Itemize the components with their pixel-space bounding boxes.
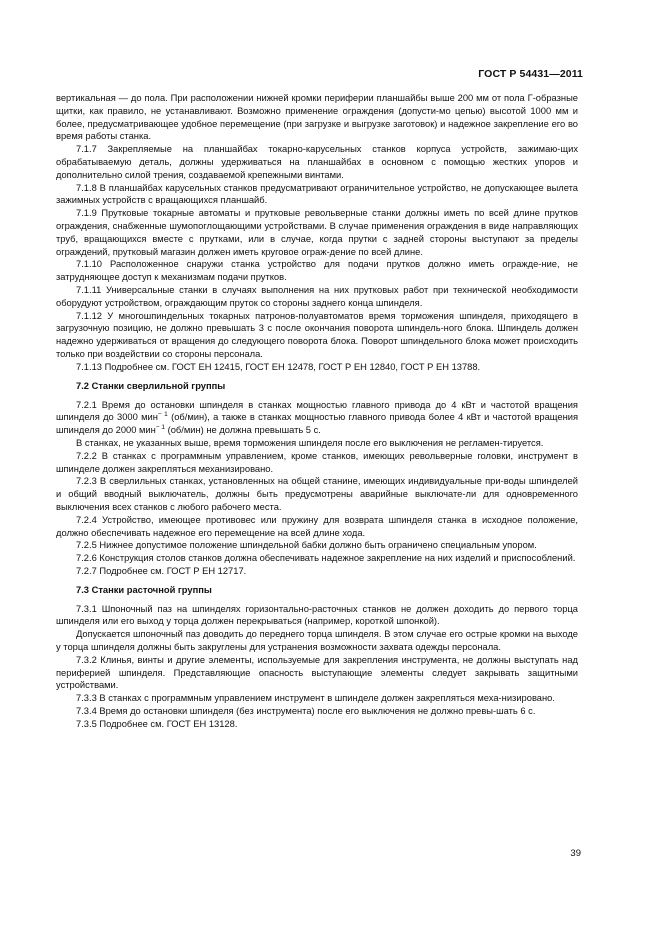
paragraph-7-3-3: 7.3.3 В станках с программным управлением инструмент в шпинделе должен закрепляться меха-низировано. bbox=[76, 693, 555, 704]
paragraph-7-1-10: 7.1.10 Расположенное снаружи станка устройство для подачи прутков должно иметь огражде-ние, не затрудняющее доступ к механизмам подачи прутков. bbox=[56, 259, 578, 283]
section-heading-7-3: 7.3 Станки расточной группы bbox=[76, 584, 212, 595]
paragraph-7-2-6: 7.2.6 Конструкция столов станков должна обеспечивать надежное закрепление на них изделий и приспособлений. bbox=[76, 553, 576, 564]
superscript-minus-one: − 1 bbox=[157, 411, 168, 419]
paragraph-7-1-9: 7.1.9 Прутковые токарные автоматы и прутковые револьверные станки должны иметь по всей длине прутков ограждения, снабженные шумопоглощающими устройствами. В случае применения ограждения в виде направляющих труб, вращающихся вместе с прутками, или в случае, когда прутки с задней стороны выступают за пределы ограждений, прутковый магазин должен иметь круговое ограж-дение по всей длине. bbox=[56, 208, 578, 257]
page-number: 39 bbox=[570, 848, 581, 859]
paragraph-7-3-2: 7.3.2 Клинья, винты и другие элементы, используемые для закрепления инструмента, не должны выступать над периферией шпинделя. Представляющие опасность выступающие элементы следует закрывать защитными устройствами. bbox=[56, 654, 578, 691]
document-header-standard: ГОСТ Р 54431—2011 bbox=[478, 68, 583, 80]
paragraph-7-2-4: 7.2.4 Устройство, имеющее противовес или пружину для возврата шпинделя станка в исходное положение, должно обеспечивать надежное его перемещение на всей длине хода. bbox=[56, 514, 578, 538]
paragraph-7-1-13: 7.1.13 Подробнее см. ГОСТ ЕН 12415, ГОСТ ЕН 12478, ГОСТ Р ЕН 12840, ГОСТ Р ЕН 13788. bbox=[76, 361, 481, 372]
paragraph-7-2-2: 7.2.2 В станках с программным управлением, кроме станков, имеющих револьверные головки, инструмент в шпинделе должен закрепляться механизировано. bbox=[56, 450, 578, 474]
paragraph-7-1-11: 7.1.11 Универсальные станки в случаях выполнения на них прутковых работ при технической необходимости оборудуют устройством, ограждающим пруток со стороны заднего конца шпинделя. bbox=[56, 284, 578, 308]
section-heading-7-2: 7.2 Станки сверлильной группы bbox=[76, 380, 226, 391]
paragraph-7-2-1-part-c: (об/мин) не должна превышать 5 с. bbox=[165, 425, 321, 436]
paragraph-7-1-8: 7.1.8 В планшайбах карусельных станков предусматривают ограничительное устройство, не допускающее вылета зажимных устройств с вращающихся планшайб. bbox=[56, 182, 578, 206]
paragraph-7-3-1: 7.3.1 Шпоночный паз на шпинделях горизонтально-расточных станков не должен доходить до первого торца шпинделя или его выход у торца должен перекрываться (например, короткой шпонкой). bbox=[56, 603, 578, 627]
paragraph-7-2-5: 7.2.5 Нижнее допустимое положение шпиндельной бабки должно быть ограничено специальным упором. bbox=[76, 540, 537, 551]
paragraph-7-1-7: 7.1.7 Закрепляемые на планшайбах токарно-карусельных станков корпуса устройств, зажимаю-щих обрабатываемую деталь, должны удерживаться на планшайбах в основном с помощью жестких упоров и дополнительно силой трения, создаваемой крепежными винтами. bbox=[56, 144, 578, 180]
paragraph-7-2-3: 7.2.3 В сверлильных станках, установленных на общей станине, имеющих индивидуальные при-воды шпинделей и общий вводный выключатель, должны быть предусмотрены аварийные выключате-ли для одновременного выключения всех станков с любого рабочего места. bbox=[56, 476, 578, 512]
paragraph-7-2-1-part-b: (об/мин), а также в станках мощностью главного привода более 4 кВт и частотой вращения шпинделя до 2000 мин bbox=[56, 412, 579, 436]
paragraph-continuation: вертикальная — до пола. При расположении нижней кромки периферии планшайбы выше 200 мм от пола Г-образные щитки, как правило, не устанавливают. Возможно применение ограждения (допусти-мо цепью) высотой 1000 мм и более, предусматривающее удобное перемещение (при загрузке и выгрузке заготовок) и надежное закрепление его во время работы станка. bbox=[56, 93, 578, 142]
paragraph-7-3-4: 7.3.4 Время до остановки шпинделя (без инструмента) после его выключения не должно превы-шать 6 с. bbox=[76, 706, 536, 717]
paragraph-7-2-1 bbox=[56, 399, 578, 437]
superscript-minus-one: − 1 bbox=[155, 424, 166, 432]
paragraph-7-2-1-part-a: 7.2.1 Время до остановки шпинделя в станках мощностью главного привода до 4 кВт и частотой вращения шпинделя до 3000 мин bbox=[56, 399, 578, 423]
paragraph-7-2-7: 7.2.7 Подробнее см. ГОСТ Р ЕН 12717. bbox=[76, 565, 247, 576]
document-body bbox=[56, 92, 578, 731]
paragraph-7-1-12: 7.1.12 У многошпиндельных токарных патронов-полуавтоматов время торможения шпинделя, приходящего в загрузочную позицию, не должно превышать 3 с после окончания поворота шпиндель-ного блока. Шпиндель должен надежно удерживаться от вращения до следующего поворота блока. Поворот шпиндельного блока может происходить только при воздействии со стороны персонала. bbox=[56, 310, 578, 359]
paragraph-7-3-5: 7.3.5 Подробнее см. ГОСТ ЕН 13128. bbox=[76, 718, 238, 729]
paragraph-7-2-1-note: В станках, не указанных выше, время торможения шпинделя после его выключения не регламен-тируется. bbox=[76, 437, 544, 448]
paragraph-7-3-1-note: Допускается шпоночный паз доводить до переднего торца шпинделя. В этом случае его острые кромки на выходе у торца шпинделя должны быть закруглены для устранения возможности захвата одежды персонала. bbox=[56, 629, 578, 653]
